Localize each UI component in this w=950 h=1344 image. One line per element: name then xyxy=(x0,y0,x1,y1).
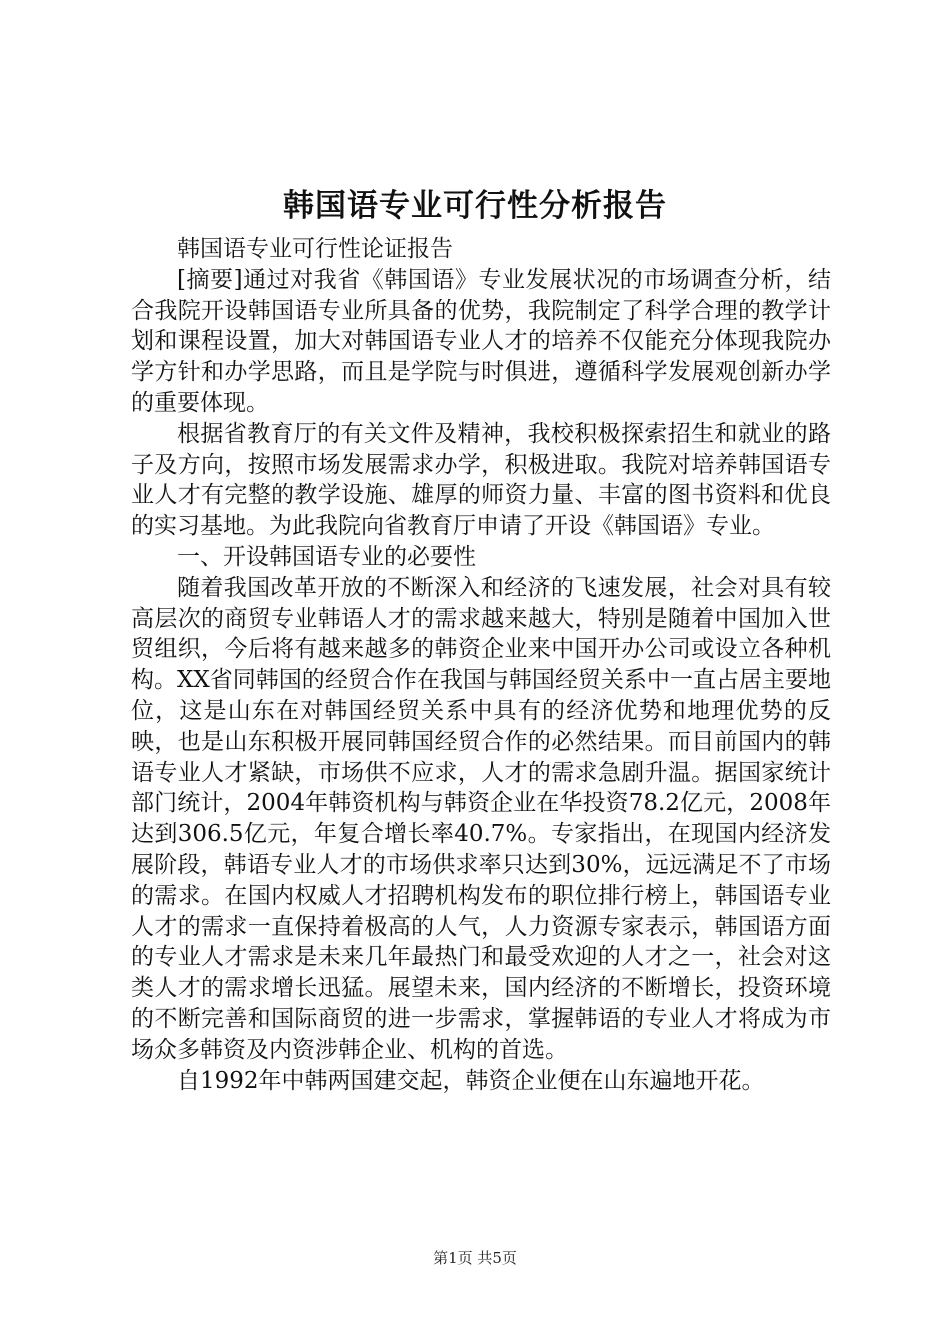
section-heading: 一、开设韩国语专业的必要性 xyxy=(177,543,476,570)
document-title: 韩国语专业可行性分析报告 xyxy=(283,188,667,224)
body-paragraph: 自1992年中韩两国建交起，韩资企业便在山东遍地开花。 xyxy=(177,1067,765,1094)
abstract-paragraph: [摘要]通过对我省《韩国语》专业发展状况的市场调查分析，结合我院开设韩国语专业所具备的优势，我院制定了科学合理的教学计划和课程设置，加大对韩国语专业人才的培养不仅能充分体现我院办学方针和办学思路，而且是学院与时俱进，遵循科学发展观创新办学的重要体现。 xyxy=(131,266,831,416)
page-footer: 第1页 共5页 xyxy=(433,1249,517,1267)
body-paragraph: 随着我国改革开放的不断深入和经济的飞速发展，社会对具有较高层次的商贸专业韩语人才的需求越来越大，特别是随着中国加入世贸组织，今后将有越来越多的韩资企业来中国开办公司或设立各种机构。XX省同韩国的经贸合作在我国与韩国经贸关系中一直占居主要地位，这是山东在对韩国经贸关系中具有的经济优势和地理优势的反映，也是山东积极开展同韩国经贸合作的必然结果。而目前国内的韩语专业人才紧缺，市场供不应求，人才的需求急剧升温。据国家统计部门统计，2004年韩资机构与韩资企业在华投资78.2亿元，2008年达到306.5亿元，年复合增长率40.7%。专家指出，在现国内经济发展阶段，韩语专业人才的市场供求率只达到30%，远远满足不了市场的需求。在国内权威人才招聘机构发布的职位排行榜上，韩国语专业人才的需求一直保持着极高的人气，人力资源专家表示，韩国语方面的专业人才需求是未来几年最热门和最受欢迎的人才之一，社会对这类人才的需求增长迅猛。展望未来，国内经济的不断增长，投资环境的不断完善和国际商贸的进一步需求，掌握韩语的专业人才将成为市场众多韩资及内资涉韩企业、机构的首选。 xyxy=(131,574,831,1063)
subtitle-paragraph: 韩国语专业可行性论证报告 xyxy=(177,236,453,262)
document-body xyxy=(131,234,831,1096)
body-paragraph: 根据省教育厅的有关文件及精神，我校积极探索招生和就业的路子及方向，按照市场发展需求办学，积极进取。我院对培养韩国语专业人才有完整的教学设施、雄厚的师资力量、丰富的图书资料和优良的实习基地。为此我院向省教育厅申请了开设《韩国语》专业。 xyxy=(131,420,831,540)
